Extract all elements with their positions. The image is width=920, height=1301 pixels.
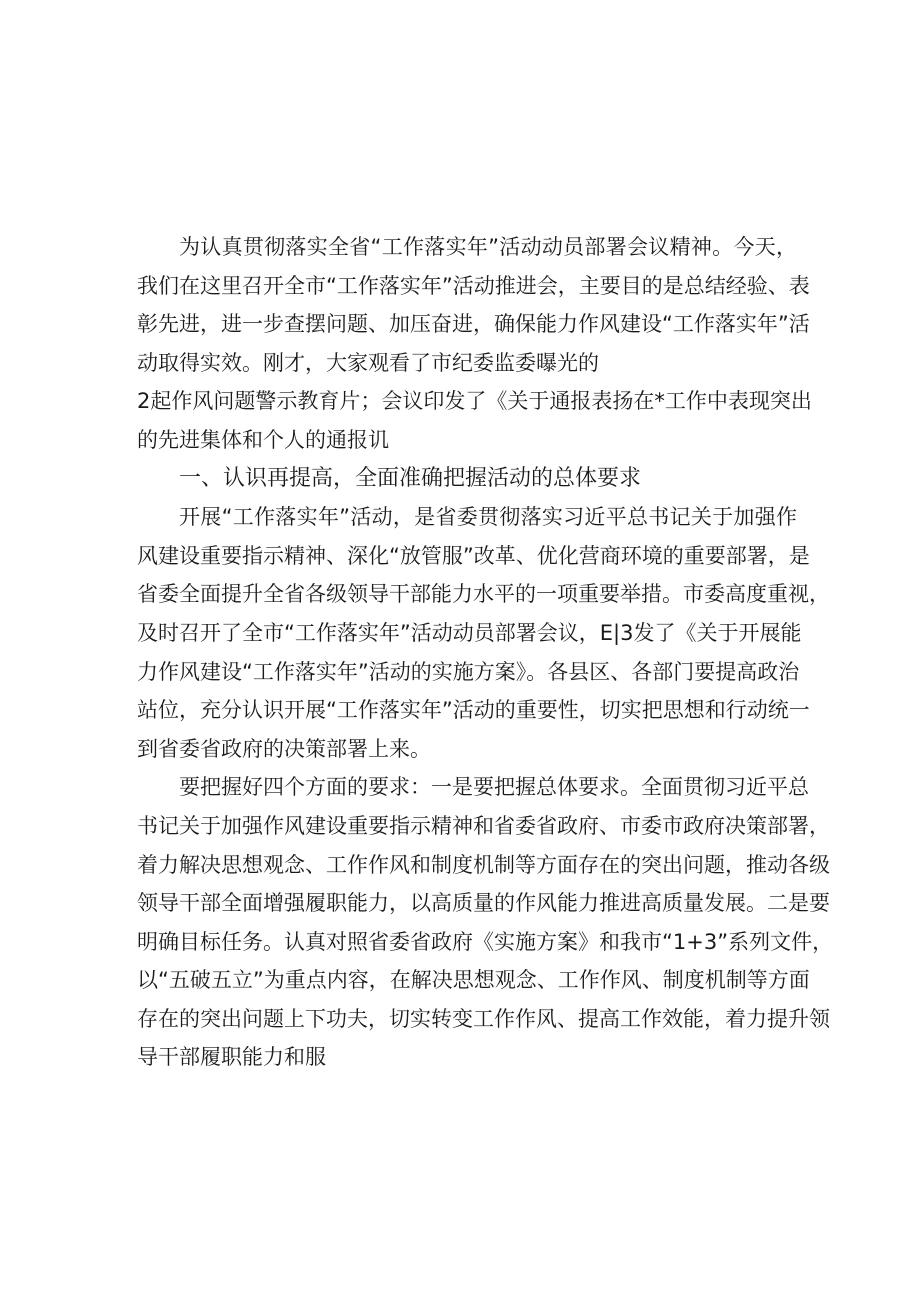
paragraph-intro [137,228,812,460]
text-line: 领导干部全面增强履职能力，以高质量的作风能力推进高质量发展。二是要 [137,891,830,916]
text-line: 2起作风问题警示教育片；会议印发了《关于通报表扬在*工作中表现突出 [137,389,812,414]
text-line: 到省委省政府的决策部署上来。 [137,736,431,761]
text-line: 彰先进，进一步查摆问题、加压奋进，确保能力作风建设“工作落实年”活 [137,312,810,337]
section-heading: 一、认识再提高，全面准确把握活动的总体要求 [179,465,642,491]
text-line: 存在的突出问题上下功夫，切实转变工作作风、提高工作效能，着力提升领 [137,1006,830,1031]
text-line: 省委全面提升全省各级领导干部能力水平的一项重要举措。市委高度重视， [137,582,830,607]
text-line: 导干部履职能力和服 [137,1045,326,1070]
text-line: 风建设重要指示精神、深化“放管服”改革、优化营商环境的重要部署，是 [137,543,810,568]
text-line: 着力解决思想观念、工作作风和制度机制等方面存在的突出问题，推动各级 [137,852,830,877]
text-line: 我们在这里召开全市“工作落实年”活动推进会，主要目的是总结经验、表 [137,273,810,298]
text-line: 的先进集体和个人的通报讥 [137,427,389,452]
text-line: 书记关于加强作风建设重要指示精神和省委省政府、市委市政府决策部署， [137,813,830,838]
text-line: 站位，充分认识开展“工作落实年”活动的重要性，切实把思想和行动统一 [137,698,810,723]
paragraph-background [137,498,830,768]
document-body [137,228,834,1077]
text-line: 以“五破五立”为重点内容，在解决思想观念、工作作风、制度机制等方面 [137,968,810,993]
paragraph-requirements [137,768,834,1077]
text-line: 及时召开了全市“工作落实年”活动动员部署会议，E|3发了《关于开展能 [137,620,802,645]
text-line: 明确目标任务。认真对照省委省政府《实施方案》和我市“1+3”系列文件， [137,929,834,954]
text-line: 动取得实效。刚才，大家观看了市纪委监委曝光的 [137,350,599,375]
text-line: 力作风建设“工作落实年”活动的实施方案》。各县区、各部门要提高政治 [137,659,800,684]
text-line: 要把握好四个方面的要求：一是要把握总体要求。全面贯彻习近平总 [179,775,809,800]
text-line: 开展“工作落实年”活动，是省委贯彻落实习近平总书记关于加强作 [179,505,797,530]
text-line: 为认真贯彻落实全省“工作落实年”活动动员部署会议精神。今天， [179,235,797,259]
